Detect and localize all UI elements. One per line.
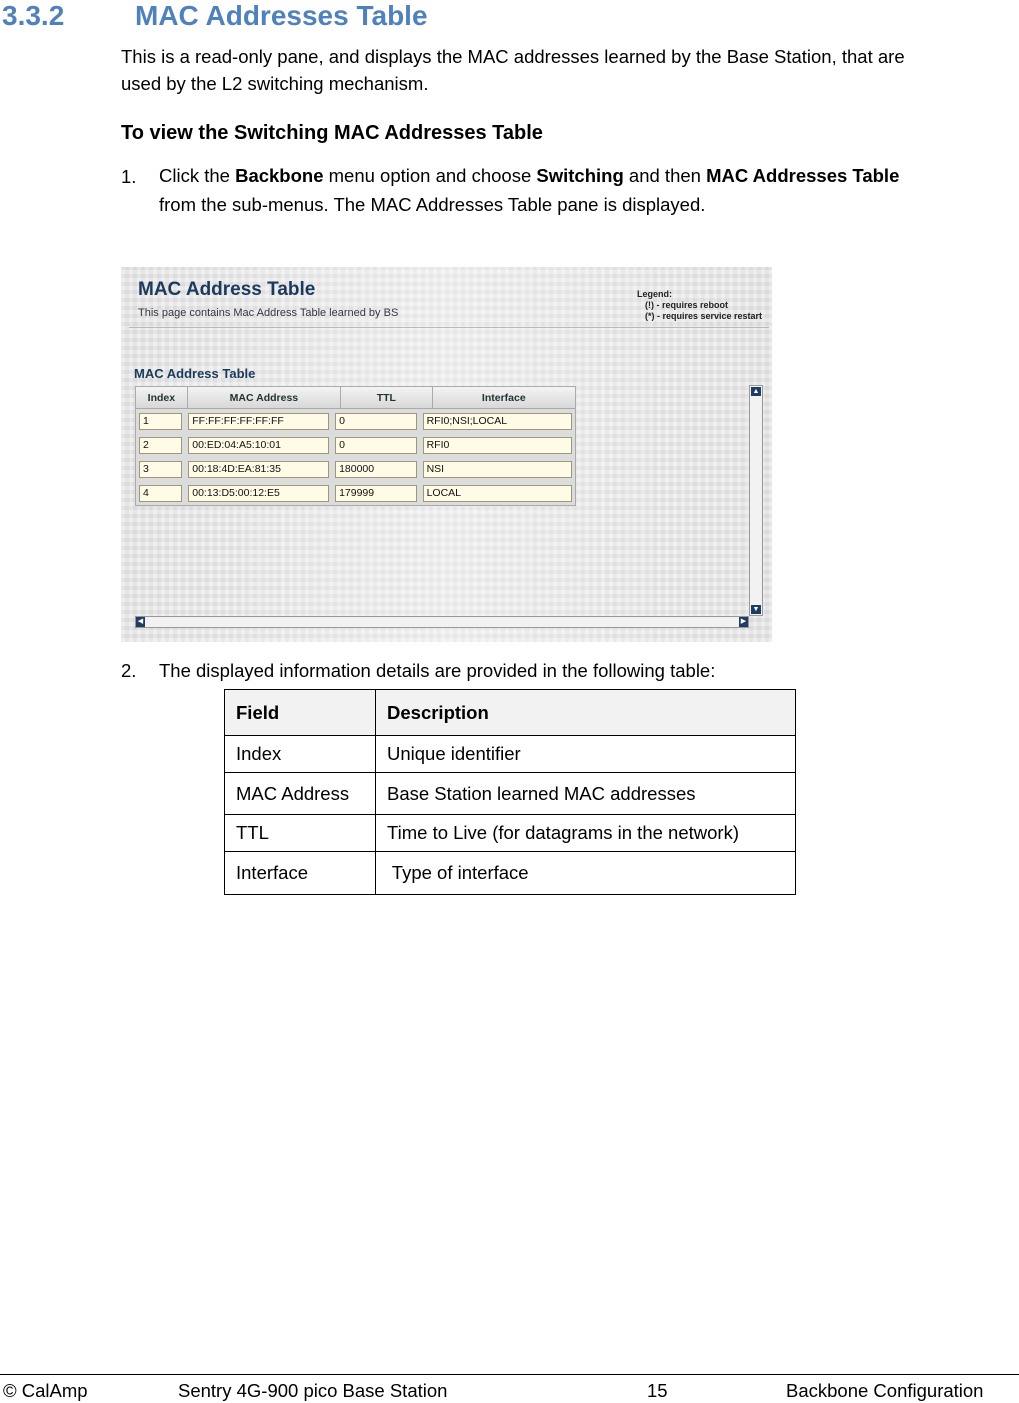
- mac-address-table: [135, 386, 576, 506]
- footer-page-number: 15: [647, 1380, 668, 1401]
- table-header: [136, 387, 575, 409]
- field-cell: Interface: [225, 852, 376, 895]
- ttl-field: 0: [335, 413, 417, 430]
- table-row: [136, 457, 575, 481]
- table-row: [136, 433, 575, 457]
- index-field: 2: [139, 437, 182, 454]
- footer-product: Sentry 4G-900 pico Base Station: [178, 1380, 448, 1401]
- table-row: [225, 852, 796, 895]
- field-description-table: [224, 689, 796, 895]
- scroll-left-icon[interactable]: ◀: [137, 618, 144, 625]
- col-index: Index: [136, 387, 188, 408]
- interface-field: RFI0;NSI;LOCAL: [423, 413, 572, 430]
- table-title: MAC Address Table: [134, 366, 256, 381]
- screenshot-title: MAC Address Table: [138, 279, 316, 300]
- intro-line-2: used by the L2 switching mechanism.: [121, 73, 429, 94]
- intro-line-1: This is a read-only pane, and displays the MAC addresses learned by the Base Station, that are: [121, 46, 905, 67]
- col-mac-address: MAC Address: [188, 387, 341, 408]
- footer-copyright: © CalAmp: [3, 1380, 88, 1401]
- divider: [129, 327, 769, 328]
- step-1-number: 1.: [121, 166, 137, 187]
- interface-field: RFI0: [423, 437, 572, 454]
- scroll-up-icon[interactable]: ▲: [752, 388, 760, 395]
- header-description: Description: [376, 690, 796, 736]
- table-row: [136, 481, 575, 505]
- footer-section: Backbone Configuration: [786, 1380, 984, 1401]
- field-cell: Index: [225, 736, 376, 773]
- description-cell: Time to Live (for datagrams in the network): [376, 815, 796, 852]
- ttl-field: 180000: [335, 461, 417, 478]
- footer-divider: [0, 1374, 1019, 1375]
- description-cell: Unique identifier: [376, 736, 796, 773]
- horizontal-scrollbar[interactable]: [135, 616, 749, 628]
- screenshot-subtitle: This page contains Mac Address Table learned by BS: [138, 307, 399, 319]
- description-cell: Base Station learned MAC addresses: [376, 773, 796, 815]
- procedure-heading: To view the Switching MAC Addresses Table: [121, 122, 543, 144]
- header-field: Field: [225, 690, 376, 736]
- interface-field: LOCAL: [423, 485, 572, 502]
- interface-field: NSI: [423, 461, 572, 478]
- index-field: 1: [139, 413, 182, 430]
- mac-field: 00:13:D5:00:12:E5: [188, 485, 329, 502]
- section-title: MAC Addresses Table: [135, 0, 428, 31]
- table-row: [225, 736, 796, 773]
- scroll-right-icon[interactable]: ▶: [740, 618, 747, 625]
- index-field: 3: [139, 461, 182, 478]
- mac-table-screenshot: [121, 267, 772, 642]
- ttl-field: 179999: [335, 485, 417, 502]
- step-2-text: The displayed information details are provided in the following table:: [159, 660, 716, 681]
- description-cell: Type of interface: [376, 852, 796, 895]
- index-field: 4: [139, 485, 182, 502]
- table-header-row: [225, 690, 796, 736]
- menu-switching: Switching: [536, 165, 624, 186]
- table-row: [225, 773, 796, 815]
- ttl-field: 0: [335, 437, 417, 454]
- legend: Legend: (!) - requires reboot (*) - requires service restart: [637, 289, 763, 321]
- vertical-scrollbar[interactable]: [749, 385, 763, 616]
- menu-backbone: Backbone: [235, 165, 324, 186]
- step-1-text: Click the Backbone menu option and choose Switching and then MAC Addresses Table from the sub-menus. The MAC Addresses Table pane is displayed.: [159, 165, 900, 215]
- table-row: [225, 815, 796, 852]
- table-row: [136, 409, 575, 433]
- mac-field: FF:FF:FF:FF:FF:FF: [188, 413, 329, 430]
- col-interface: Interface: [481, 391, 526, 404]
- scroll-down-icon[interactable]: ▼: [752, 606, 760, 613]
- col-ttl: TTL: [341, 387, 433, 408]
- field-cell: TTL: [225, 815, 376, 852]
- mac-field: 00:ED:04:A5:10:01: [188, 437, 329, 454]
- section-number: 3.3.2: [2, 0, 65, 31]
- mac-field: 00:18:4D:EA:81:35: [188, 461, 329, 478]
- menu-mac-table: MAC Addresses Table: [706, 165, 900, 186]
- field-cell: MAC Address: [225, 773, 376, 815]
- step-2-number: 2.: [121, 660, 137, 681]
